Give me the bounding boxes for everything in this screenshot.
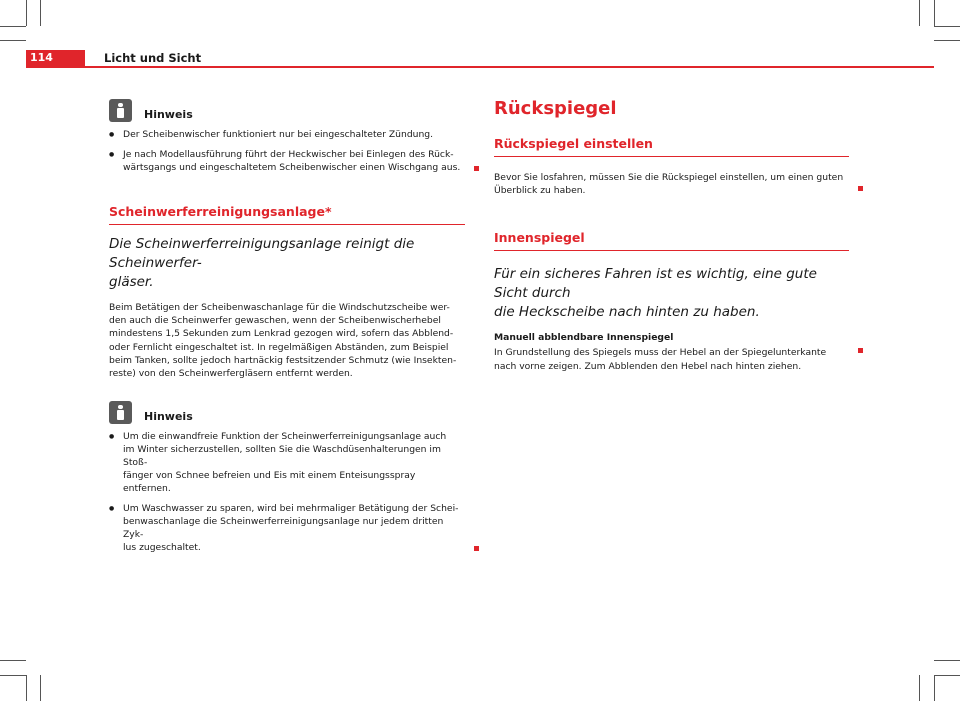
crop-mark xyxy=(40,0,41,26)
info-icon xyxy=(109,401,132,424)
info-icon xyxy=(109,99,132,122)
note-block xyxy=(109,96,465,174)
crop-mark xyxy=(26,0,27,26)
section-heading: Rückspiegel einstellen xyxy=(494,136,849,157)
section-body-text: Bevor Sie losfahren, müssen Sie die Rückspiegel einstellen, um einen guten Überblick zu haben. xyxy=(494,172,844,197)
note-title: Hinweis xyxy=(144,410,193,424)
section-intro: Für ein sicheres Fahren ist es wichtig, eine gute Sicht durch die Heckscheibe nach hinten zu haben. xyxy=(494,266,817,321)
right-column xyxy=(494,98,849,373)
crop-mark xyxy=(934,675,935,701)
crop-mark xyxy=(40,675,41,701)
page-number: 114 xyxy=(30,51,53,64)
note-bullet-text: Um Waschwasser zu sparen, wird bei mehrmaliger Betätigung der Schei- benwaschanlage die Scheinwerferreinigungsanlage nur jedem dritten Zyk- lus zugeschaltet. xyxy=(123,503,459,554)
note-bullet-text: Je nach Modellausführung führt der Heckwischer bei Einlegen des Rück- wärtsgangs und eingeschaltetem Scheibenwischer einen Wischgang aus. xyxy=(123,149,461,173)
note-bullet: ● Der Scheibenwischer funktioniert nur bei eingeschalteter Zündung. xyxy=(109,128,465,141)
note-bullet xyxy=(109,502,465,554)
left-column xyxy=(109,96,465,561)
section-body: Beim Betätigen der Scheibenwaschanlage für die Windschutzscheibe wer- den auch die Scheinwerfer gewaschen, wenn der Scheibenwischerhebel mindestens 1,5 Sekunden zum Lenkrad gezogen wird, sofern das Abblend- oder Fernlicht eingeschaltet ist. In regelmäßigen Abständen, zum Beispiel beim Tanken, sollte jedoch hartnäckig festsitzender Schmutz (wie Insekten- reste) von den Scheinwerfergläsern entfernt werden. xyxy=(109,302,457,380)
section-heading: Scheinwerferreinigungsanlage* xyxy=(109,204,465,225)
section-intro: Die Scheinwerferreinigungsanlage reinigt die Scheinwerfer- gläser. xyxy=(109,236,415,290)
note-bullet xyxy=(109,148,465,174)
crop-mark xyxy=(919,0,920,26)
crop-mark xyxy=(934,675,960,676)
section-body xyxy=(494,346,849,372)
mirror-adjust-section xyxy=(494,136,849,197)
page-heading: Rückspiegel xyxy=(494,98,617,119)
crop-mark xyxy=(934,660,960,661)
crop-mark xyxy=(26,675,27,701)
crop-mark xyxy=(919,675,920,701)
end-mark-icon xyxy=(474,546,479,551)
end-mark-icon xyxy=(858,348,863,353)
sub-heading: Manuell abblendbare Innenspiegel xyxy=(494,332,674,344)
note-block xyxy=(109,398,465,554)
section-body-text: In Grundstellung des Spiegels muss der Hebel an der Spiegelunterkante nach vorne zeigen. Zum Abblenden den Hebel nach hinten ziehen. xyxy=(494,347,827,372)
note-header xyxy=(109,398,465,424)
end-mark-icon xyxy=(474,166,479,171)
note-title: Hinweis xyxy=(144,108,193,121)
note-bullet: ● Um die einwandfreie Funktion der Scheinwerferreinigungsanlage auch im Winter sicherzustellen, sollten Sie die Waschdüsenhalterungen im Stoß- fänger von Schnee befreien und Eis mit einem Enteisungsspray entfernen. xyxy=(109,430,465,495)
crop-mark xyxy=(934,26,960,27)
chapter-title: Licht und Sicht xyxy=(104,51,202,65)
section-body xyxy=(494,171,849,197)
crop-mark xyxy=(934,0,935,26)
interior-mirror-section xyxy=(494,230,849,372)
header-rule xyxy=(26,66,934,68)
crop-mark xyxy=(0,40,26,41)
note-header xyxy=(109,96,465,122)
headlight-section xyxy=(109,204,465,380)
crop-mark xyxy=(0,675,26,676)
section-heading: Innenspiegel xyxy=(494,230,849,251)
end-mark-icon xyxy=(858,186,863,191)
crop-mark xyxy=(0,26,26,27)
crop-mark xyxy=(0,660,26,661)
crop-mark xyxy=(934,40,960,41)
